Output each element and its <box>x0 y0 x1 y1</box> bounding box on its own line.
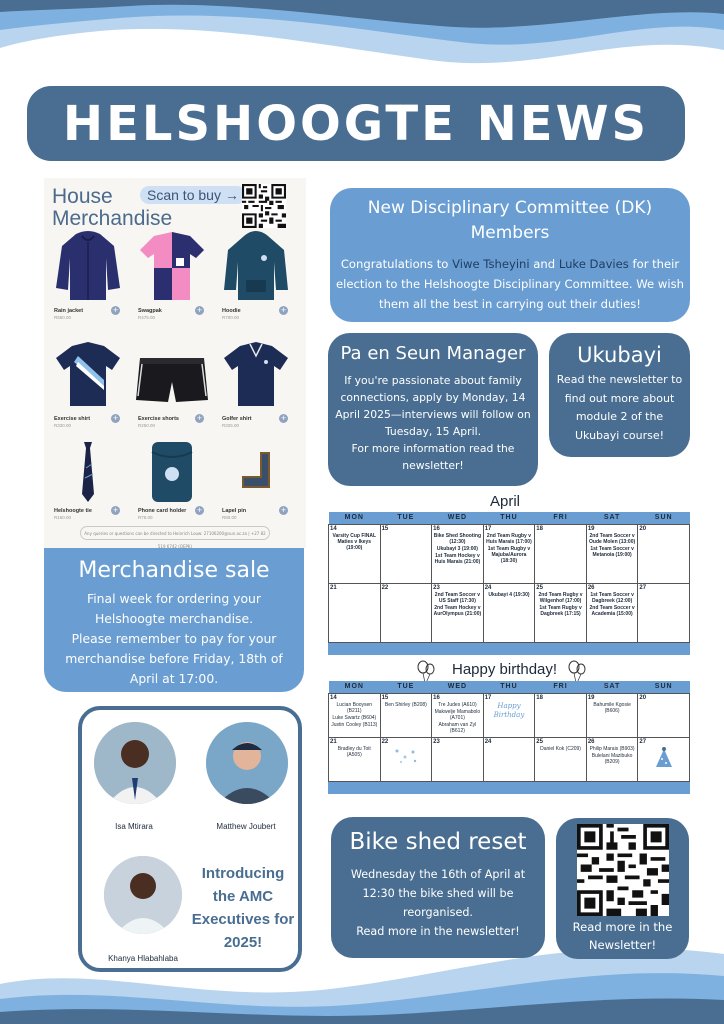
birthday-entry: Daniel Kok (C209) <box>540 745 581 752</box>
merch-qr-code[interactable] <box>242 184 286 228</box>
weekday-header: FRI <box>535 512 587 524</box>
pa-text <box>328 372 538 474</box>
item-price: R250.00 <box>138 423 156 428</box>
item-price: R80.00 <box>222 515 237 520</box>
birthday-calendar <box>328 681 690 782</box>
dk-text <box>330 254 690 314</box>
day-number: 17 <box>484 694 492 701</box>
calendar-day-cell <box>638 524 690 583</box>
newsletter-qr-card <box>556 818 689 959</box>
calendar-day-cell <box>586 737 638 781</box>
title-banner <box>27 86 685 161</box>
merch-title-line2: Merchandise <box>52 207 173 230</box>
party-hat-icon <box>652 745 676 769</box>
calendar-day-cell <box>535 524 587 583</box>
day-number: 26 <box>587 584 595 591</box>
item-price: R330.00 <box>54 423 72 428</box>
merch-item-hoodie[interactable] <box>216 228 296 328</box>
birthday-entry: Happy Birthday <box>493 701 525 719</box>
sale-line: April at 17:00. <box>129 671 219 686</box>
calendar-day-cell <box>638 583 690 642</box>
calendar-event: 1st Team Soccer v Metanoia (19:00) <box>590 545 634 558</box>
merchandise-sale-card <box>44 548 304 692</box>
calendar-event: 2nd Team Soccer v US Staff (17:30) <box>434 591 481 604</box>
weekday-header: TUE <box>380 681 432 693</box>
merch-footer-note: Any queries or questions can be directed to Heinrich Louw: 27106200@sun.ac.za | +27 82 519 6742 (OEPK) <box>80 526 270 540</box>
birthday-entry: Abraham van Zyl (B612) <box>438 721 477 734</box>
item-name: Exercise shorts <box>138 416 179 422</box>
sale-line: merchandise before Friday, 18th of <box>65 651 283 666</box>
add-icon[interactable]: + <box>112 306 119 314</box>
item-name: Swagpak <box>138 308 162 314</box>
calendar-event: 2nd Team Rugby v Wilgenhof (17:00) <box>538 591 583 604</box>
day-number: 17 <box>484 525 492 532</box>
merch-item-golfer-shirt[interactable] <box>216 336 296 436</box>
exercise-shorts-image <box>132 336 212 412</box>
april-calendar <box>328 512 690 643</box>
merch-item-lapel-pin[interactable] <box>216 428 296 528</box>
calendar-day-cell <box>380 583 432 642</box>
calendar-week-row <box>329 737 690 781</box>
add-icon[interactable]: + <box>196 306 203 314</box>
swagpak-image <box>132 228 212 306</box>
dk-member-name: Luke Davies <box>558 257 629 271</box>
weekday-header: MON <box>329 512 381 524</box>
merch-item-tie[interactable] <box>48 428 128 528</box>
pa-more: For more information read the newsletter! <box>351 442 515 472</box>
day-number: 19 <box>587 694 595 701</box>
add-icon[interactable]: + <box>196 506 203 514</box>
birthday-entry: Lucian Booysen (B211) <box>336 701 373 714</box>
weekday-header: SAT <box>586 681 638 693</box>
day-number: 23 <box>433 738 440 745</box>
add-icon[interactable]: + <box>112 506 119 514</box>
add-icon[interactable]: + <box>280 506 287 514</box>
day-number: 14 <box>330 694 337 701</box>
item-name: Exercise shirt <box>54 416 91 422</box>
calendar-day-cell <box>535 737 587 781</box>
amc-intro-text: Introducing the AMC Executives for 2025! <box>191 865 295 951</box>
add-icon[interactable]: + <box>280 414 287 422</box>
calendar-day-cell <box>483 737 535 781</box>
calendar-day-cell <box>380 693 432 737</box>
merch-title-line1: House <box>52 185 113 208</box>
birthday-entry: Justin Cooley (B113) <box>331 721 378 728</box>
calendar-event: 2nd Team Rugby v Huis Marais (17:00) <box>486 532 532 545</box>
calendar-week-row <box>329 583 690 642</box>
calendar-day-cell <box>535 693 587 737</box>
calendar-day-cell <box>432 583 484 642</box>
scan-to-buy-label: Scan to buy → <box>140 186 246 204</box>
golfer-shirt-image <box>216 336 296 412</box>
dk-member-name: Viwe Tsheyini <box>452 257 530 271</box>
tie-image <box>48 428 128 504</box>
merch-item-exercise-shorts[interactable] <box>132 336 212 436</box>
day-number: 18 <box>536 525 543 532</box>
day-number: 23 <box>433 584 440 591</box>
weekday-header: WED <box>432 512 484 524</box>
item-name: Helshoogte tie <box>54 508 92 514</box>
top-wave-decoration <box>0 0 724 90</box>
birthday-entry: Bradley du Toit (A505) <box>337 745 371 758</box>
day-number: 21 <box>330 738 337 745</box>
isa-mtirara-photo <box>94 722 176 804</box>
day-number: 22 <box>381 584 389 591</box>
calendar-event: 1st Team Hockey v Huis Marais (21:00) <box>434 552 481 565</box>
calendar-day-cell <box>329 737 381 781</box>
item-price: R75.00 <box>138 515 153 520</box>
dk-members-card <box>330 188 690 322</box>
birthday-entry: Tre Judes (A610) <box>438 701 477 708</box>
dk-text-mid: and <box>529 257 559 271</box>
day-number: 25 <box>536 738 543 745</box>
calendar-event: 1st Team Soccer v Dagbreek (12:00) <box>590 591 634 604</box>
birthday-entry: Ben Shirley (B208) <box>384 701 427 708</box>
calendar-day-cell <box>432 737 484 781</box>
day-number: 18 <box>536 694 543 701</box>
sale-text <box>44 589 304 689</box>
add-icon[interactable]: + <box>196 414 203 422</box>
calendar-day-cell <box>329 524 381 583</box>
merch-item-rain-jacket[interactable] <box>48 228 128 328</box>
dk-heading <box>330 196 690 246</box>
merch-item-phone-card-holder[interactable] <box>132 428 212 528</box>
day-number: 19 <box>587 525 595 532</box>
birthday-entry: Luke Swartz (B604) <box>332 714 377 721</box>
confetti-icon <box>391 745 421 767</box>
weekday-header: THU <box>483 512 535 524</box>
item-price: R475.00 <box>138 315 156 320</box>
merch-item-exercise-shirt[interactable] <box>48 336 128 436</box>
day-number: 20 <box>639 694 647 701</box>
amc-name: Khanya Hlabahlaba <box>108 954 178 963</box>
merch-item-swagpak[interactable] <box>132 228 212 328</box>
calendar-day-cell <box>329 583 381 642</box>
ukubayi-heading: Ukubayi <box>577 343 662 367</box>
calendar-day-cell <box>380 737 432 781</box>
birthday-entry: Philip Marais (B903) <box>589 745 635 752</box>
calendar-event: 1st Team Rugby v Dagbreek (17:15) <box>539 604 582 617</box>
calendar-day-cell <box>483 524 535 583</box>
day-number: 27 <box>639 738 647 745</box>
weekday-header: SAT <box>586 512 638 524</box>
calendar-day-cell <box>432 693 484 737</box>
calendar-day-cell <box>483 583 535 642</box>
calendar-day-cell <box>380 524 432 583</box>
day-number: 22 <box>381 738 389 745</box>
pa-body: If you're passionate about family connections, apply by Monday, 14 April 2025—interviews will follow on Tuesday, 15 April. <box>335 374 531 438</box>
sale-line: Helshoogte merchandise. <box>94 611 254 626</box>
pa-en-seun-card <box>328 333 538 486</box>
pa-heading: Pa en Seun Manager <box>340 343 526 364</box>
page-title: HELSHOOGTE NEWS <box>62 95 650 152</box>
birthday-calendar-footer-bar <box>328 782 690 794</box>
calendar-day-cell <box>638 693 690 737</box>
day-number: 27 <box>639 584 647 591</box>
calendar-event: 2nd Team Hockey v AurOlympus (21:00) <box>433 604 482 617</box>
calendar-day-cell <box>329 693 381 737</box>
day-number: 16 <box>433 525 440 532</box>
dk-heading-line1: New Disciplinary Committee (DK) <box>367 198 653 218</box>
day-number: 25 <box>536 584 543 591</box>
day-number: 24 <box>484 738 492 745</box>
calendar-day-cell <box>535 583 587 642</box>
amc-name: Matthew Joubert <box>216 822 276 831</box>
birthday-entry: Makwelje Mamabolo (A701) <box>434 708 481 721</box>
birthday-entry: Bahumile Kgosie (B606) <box>593 701 631 714</box>
sale-heading: Merchandise sale <box>78 558 270 583</box>
calendar-event: 2nd Team Soccer v Oude Molen (13:00) <box>589 532 636 545</box>
hoodie-image <box>216 228 296 306</box>
calendar-day-cell <box>586 524 638 583</box>
weekday-header: SUN <box>638 512 690 524</box>
item-price: R550.00 <box>54 315 72 320</box>
dk-text-pre: Congratulations to <box>340 257 453 271</box>
calendar-day-cell <box>586 583 638 642</box>
item-name: Golfer shirt <box>222 416 252 422</box>
add-icon[interactable]: + <box>112 414 119 422</box>
ukubayi-card <box>549 333 690 457</box>
item-name: Lapel pin <box>222 508 247 514</box>
khanya-hlabahlaba-photo <box>104 856 182 934</box>
amc-name: Isa Mtirara <box>115 822 153 831</box>
newsletter-qr-code[interactable] <box>577 824 669 916</box>
bike-body: Wednesday the 16th of April at 12:30 the bike shed will be reorganised. <box>350 868 526 919</box>
weekday-header: THU <box>483 681 535 693</box>
rain-jacket-image <box>48 228 128 306</box>
day-number: 21 <box>330 584 337 591</box>
calendar-day-cell <box>483 693 535 737</box>
dk-text-post: for their election to the Helshoogte Disciplinary Committee. We wish them all the best in carrying out their duties! <box>336 257 684 311</box>
day-number: 15 <box>381 694 389 701</box>
day-number: 16 <box>433 694 440 701</box>
april-calendar-title: April <box>490 493 521 510</box>
item-price: R325.00 <box>222 423 240 428</box>
calendar-event: Ukubayi 3 (19:00) <box>436 545 478 552</box>
calendar-event: Bike Shed Shooting (12:30) <box>433 532 482 545</box>
weekday-header: WED <box>432 681 484 693</box>
calendar-event: Ukubayi 4 (19:30) <box>488 591 530 598</box>
bike-more: Read more in the newsletter! <box>356 925 520 938</box>
sale-line: Please remember to pay for your <box>71 631 277 646</box>
day-number: 20 <box>639 525 647 532</box>
calendar-day-cell <box>586 693 638 737</box>
dk-heading-line2: Members <box>470 223 550 243</box>
item-name: Rain jacket <box>54 308 84 314</box>
matthew-joubert-photo <box>206 722 288 804</box>
merchandise-poster <box>44 178 306 548</box>
bike-text <box>331 865 545 941</box>
calendar-event: 1st Team Rugby v Majuba/Aurora (18:30) <box>487 545 531 564</box>
calendar-day-cell <box>432 524 484 583</box>
qr-card-text: Read more in the Newsletter! <box>572 920 673 952</box>
calendar-week-row <box>329 524 690 583</box>
calendar-week-row <box>329 693 690 737</box>
birthday-entry: Bulelani Mazibuko (B209) <box>591 752 633 765</box>
item-name: Hoodie <box>222 308 241 314</box>
calendar-event: Varsity Cup FINAL Maties v Ikeys (19:00) <box>332 532 377 551</box>
weekday-header: TUE <box>380 512 432 524</box>
birthday-calendar-title: Happy birthday! <box>452 661 558 678</box>
sale-line: Final week for ordering your <box>87 591 261 606</box>
item-price: R150.00 <box>54 515 72 520</box>
ukubayi-text: Read the newsletter to find out more about module 2 of the Ukubayi course! <box>556 373 683 442</box>
weekday-header: MON <box>329 681 381 693</box>
day-number: 26 <box>587 738 595 745</box>
calendar-day-cell <box>638 737 690 781</box>
day-number: 24 <box>484 584 492 591</box>
item-price: R700.00 <box>222 315 240 320</box>
day-number: 15 <box>381 525 389 532</box>
phone-card-holder-image <box>132 428 212 504</box>
exercise-shirt-image <box>48 336 128 412</box>
calendar-event: 2nd Team Soccer v Academia (15:00) <box>589 604 635 617</box>
weekday-header: FRI <box>535 681 587 693</box>
bike-shed-card <box>331 817 545 958</box>
april-calendar-footer-bar <box>328 643 690 655</box>
amc-executives-card <box>78 706 302 972</box>
weekday-header: SUN <box>638 681 690 693</box>
lapel-pin-image <box>216 428 296 504</box>
add-icon[interactable]: + <box>280 306 287 314</box>
day-number: 14 <box>330 525 337 532</box>
bike-heading: Bike shed reset <box>349 829 527 855</box>
item-name: Phone card holder <box>138 508 187 514</box>
